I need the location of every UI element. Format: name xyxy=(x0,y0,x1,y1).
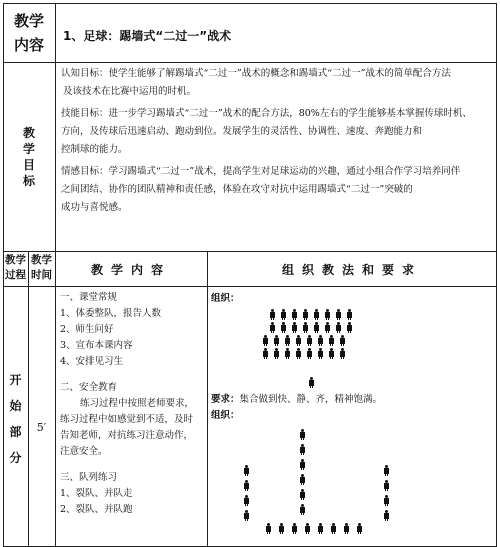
content-line: 2、裂队、并队跑 xyxy=(60,504,133,515)
student-icon xyxy=(313,322,320,333)
header-label-line1: 教学 xyxy=(13,12,44,30)
student-icon xyxy=(343,523,350,534)
time-header-char: 教 xyxy=(31,254,42,266)
student-icon xyxy=(317,348,324,359)
student-icon xyxy=(308,377,315,388)
student-icon xyxy=(317,523,324,534)
student-icon xyxy=(278,523,285,534)
student-icon xyxy=(291,322,298,333)
teaching-content xyxy=(60,290,205,518)
student-icon xyxy=(328,335,335,346)
student-icon xyxy=(313,309,320,320)
process-header-char: 程 xyxy=(15,269,26,281)
student-icon xyxy=(280,322,287,333)
content-line: 三、队列练习 xyxy=(60,472,118,483)
student-icon xyxy=(284,348,291,359)
student-icon xyxy=(299,444,306,455)
student-icon xyxy=(299,474,306,485)
student-icon xyxy=(335,309,342,320)
process-header xyxy=(3,253,28,283)
objective-line: 之间团结、协作的团队精神和责任感，体验在攻守对抗中运用踢墙式“二过一”突破的 xyxy=(61,184,413,195)
content-line: 1、体委整队，报告人数 xyxy=(60,308,162,319)
student-icon xyxy=(383,510,390,521)
student-icon xyxy=(383,495,390,506)
phase-name-char: 开 xyxy=(9,373,22,387)
lesson-title: 1、足球：踢墙式“二过一”战术 xyxy=(63,29,232,43)
col-process-divider xyxy=(28,251,29,547)
student-icon xyxy=(304,523,311,534)
content-line: 2、师生问好 xyxy=(60,324,114,335)
student-icon xyxy=(295,335,302,346)
student-icon xyxy=(383,465,390,476)
objective-line: 认知目标：使学生能够了解踢墙式“二过一”战术的概念和踢墙式“二过一”战术的简单配合方法 xyxy=(61,68,451,79)
phase-name-char: 部 xyxy=(9,425,22,439)
student-icon xyxy=(324,322,331,333)
objectives-label-char: 教 xyxy=(22,126,35,140)
student-icon xyxy=(295,348,302,359)
objective-line: 情感目标：学习踢墙式“二过一”战术，提高学生对足球运动的兴趣，通过小组合作学习培养同伴 xyxy=(61,166,461,177)
objectives-label xyxy=(3,125,55,189)
student-icon xyxy=(346,309,353,320)
organization-label: 组织： xyxy=(211,293,240,304)
col-time-divider xyxy=(55,251,56,547)
student-icon xyxy=(262,348,269,359)
content-line: 注意安全。 xyxy=(60,446,108,457)
student-icon xyxy=(339,335,346,346)
student-icon xyxy=(265,523,272,534)
organization-label-2: 组织： xyxy=(211,410,240,421)
student-icon xyxy=(330,523,337,534)
content-line: 一、课堂常规 xyxy=(60,292,118,303)
header-label-line2: 内容 xyxy=(13,36,44,54)
time-header-char: 时 xyxy=(31,269,42,281)
student-icon xyxy=(243,480,250,491)
lesson-plan-table xyxy=(3,3,497,547)
objective-line: 成功与喜悦感。 xyxy=(61,202,128,213)
affective-objective xyxy=(61,163,493,217)
student-icon xyxy=(299,504,306,515)
formation-diagram-assembly xyxy=(207,303,497,395)
student-icon xyxy=(306,335,313,346)
student-icon xyxy=(299,489,306,500)
student-icon xyxy=(284,335,291,346)
student-icon xyxy=(383,480,390,491)
content-line: 告知老师，对抗练习注意动作， xyxy=(60,430,194,441)
divider-table-header xyxy=(3,286,497,287)
student-icon xyxy=(299,459,306,470)
formation-diagram-drill xyxy=(207,419,497,545)
content-line: 1、裂队、并队走 xyxy=(60,488,133,499)
objectives-label-char: 学 xyxy=(22,142,35,156)
requirement-text: 集合做到快、静、齐，精神饱满。 xyxy=(239,394,383,405)
student-icon xyxy=(280,309,287,320)
student-icon xyxy=(306,348,313,359)
content-line: 练习过程中按照老师要求， xyxy=(80,398,195,409)
requirement xyxy=(211,391,382,405)
process-header-char: 学 xyxy=(15,254,26,266)
requirement-label: 要求： xyxy=(211,394,240,405)
student-icon xyxy=(299,429,306,440)
content-header: 教学内容 xyxy=(90,263,171,277)
student-icon xyxy=(302,309,309,320)
phase-name xyxy=(3,367,28,471)
student-icon xyxy=(339,348,346,359)
divider-header xyxy=(3,62,497,63)
skill-objective xyxy=(61,105,493,159)
time-header xyxy=(28,253,55,283)
time-header-char: 间 xyxy=(41,269,52,281)
student-icon xyxy=(324,309,331,320)
cognitive-objective xyxy=(61,65,493,101)
objective-line: 控制球的能力。 xyxy=(61,144,128,155)
student-icon xyxy=(291,523,298,534)
student-icon xyxy=(302,322,309,333)
process-header-char: 过 xyxy=(5,269,16,281)
time-header-char: 学 xyxy=(41,254,52,266)
student-icon xyxy=(317,335,324,346)
content-line: 4、安排见习生 xyxy=(60,356,124,367)
student-icon xyxy=(335,322,342,333)
student-icon xyxy=(328,348,335,359)
student-icon xyxy=(243,465,250,476)
phase-name-char: 始 xyxy=(9,399,22,413)
phase-time: 5′ xyxy=(36,421,47,434)
student-icon xyxy=(262,335,269,346)
col-label-divider xyxy=(55,3,56,251)
student-icon xyxy=(291,309,298,320)
student-icon xyxy=(269,309,276,320)
objectives-label-char: 目 xyxy=(22,158,35,172)
student-icon xyxy=(243,495,250,506)
content-line: 二、安全教育 xyxy=(60,382,118,393)
objectives-text xyxy=(61,65,493,221)
objective-line: 技能目标：进一步学习踢墙式“二过一”战术的配合方法，80%左右的学生能够基本掌握传球时机、 xyxy=(61,108,472,119)
border-top xyxy=(3,3,497,4)
method-header: 组织教法和要求 xyxy=(281,263,422,277)
student-icon xyxy=(269,322,276,333)
divider-objectives xyxy=(3,251,497,252)
objectives-label-char: 标 xyxy=(22,174,35,188)
student-icon xyxy=(346,322,353,333)
student-icon xyxy=(356,523,363,534)
student-icon xyxy=(273,335,280,346)
phase-name-char: 分 xyxy=(9,451,22,465)
content-line: 练习过程中如感觉到不适，及时 xyxy=(60,414,194,425)
content-line: 3、宣布本课内容 xyxy=(60,340,133,351)
student-icon xyxy=(273,348,280,359)
process-header-char: 教 xyxy=(5,254,16,266)
student-icon xyxy=(243,510,250,521)
header-label xyxy=(3,9,55,57)
objective-line: 及该技术在比赛中运用的时机。 xyxy=(63,86,197,97)
objective-line: 方向，及传球后迅速启动、跑动到位。发展学生的灵活性、协调性、速度、奔跑能力和 xyxy=(61,126,423,137)
